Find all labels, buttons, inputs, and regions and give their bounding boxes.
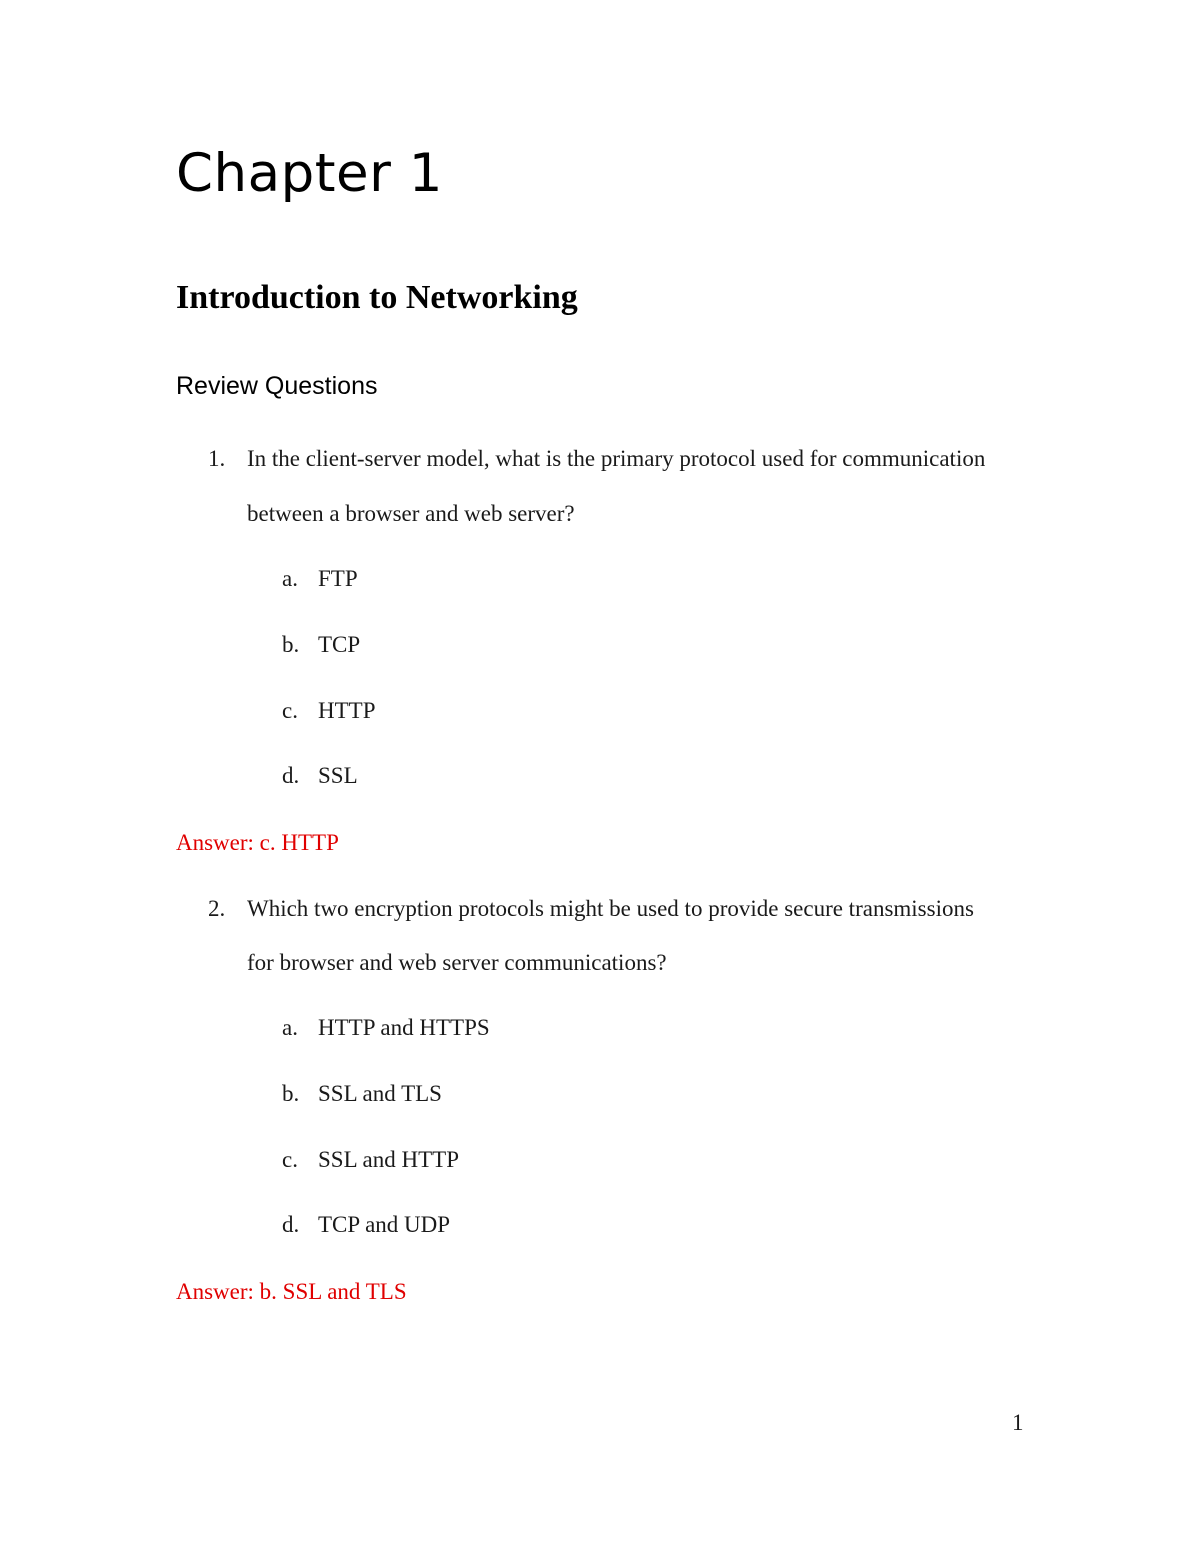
option-letter: a. <box>282 1015 298 1040</box>
option-text: TCP <box>318 632 361 657</box>
page-number: 1 <box>1012 1410 1024 1435</box>
answer-text: Answer: b. SSL and TLS <box>176 1279 407 1304</box>
subsection-title: Review Questions <box>176 372 378 400</box>
question-text-line: between a browser and web server? <box>247 501 575 526</box>
section-title: Introduction to Networking <box>176 279 578 316</box>
option-letter: d. <box>282 763 300 788</box>
option-text: SSL <box>318 763 358 788</box>
question-text-line: for browser and web server communications? <box>247 950 667 975</box>
question-text-line: Which two encryption protocols might be used to provide secure transmissions <box>247 896 974 921</box>
option-letter: a. <box>282 566 298 591</box>
question-number: 2. <box>208 896 226 921</box>
answer-text: Answer: c. HTTP <box>176 830 339 855</box>
option-letter: d. <box>282 1212 300 1237</box>
option-text: FTP <box>318 566 358 591</box>
option-letter: c. <box>282 1147 298 1172</box>
chapter-title: Chapter 1 <box>176 143 443 204</box>
option-text: TCP and UDP <box>318 1212 451 1237</box>
question-number: 1. <box>208 446 226 471</box>
option-letter: b. <box>282 632 300 657</box>
option-letter: c. <box>282 698 298 723</box>
option-text: HTTP <box>318 698 376 723</box>
option-text: SSL and TLS <box>318 1081 442 1106</box>
question-text-line: In the client-server model, what is the primary protocol used for communication <box>247 446 986 471</box>
option-text: SSL and HTTP <box>318 1147 459 1172</box>
option-letter: b. <box>282 1081 300 1106</box>
option-text: HTTP and HTTPS <box>318 1015 490 1040</box>
